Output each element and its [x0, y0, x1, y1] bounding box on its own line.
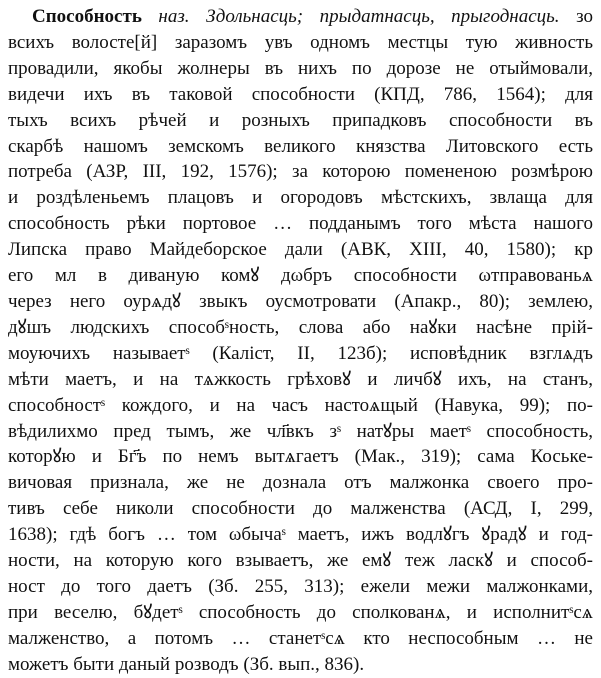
text-line: тивъ себе николи способности до малженства (АСД, I, 299,	[8, 498, 593, 520]
first-line-rest: зо	[576, 6, 594, 27]
text-line: его мл в диваную комꙋ дωбръ способности ωтправованьѧ	[8, 265, 593, 287]
entry-first-line	[8, 4, 593, 30]
text-line: через него оурѧдꙋ звыкъ оусмотровати (Апакр., 80); землею,	[8, 290, 593, 312]
text-line: видечи ихъ въ таковой способности (КПД, 786, 1564); для	[8, 83, 593, 105]
text-line: малженство, а потомъ … станетˢсѧ кто неспособным … не	[8, 627, 593, 649]
dictionary-entry	[8, 4, 593, 678]
text-line: потреба (АЗР, III, 192, 1576); за которою помененою розмѣрою	[8, 161, 593, 183]
gloss-label: наз.	[158, 6, 190, 27]
text-line: вичовая признала, же не дознала отъ малжонка своего про-	[8, 472, 593, 494]
text-line: мѣти маетъ, и на тѧжкость грѣховꙋ и личбꙋ ихъ, на станъ,	[8, 368, 593, 390]
text-line: способностˢ кождого, и на часъ настоѧщый (Навука, 99); по-	[8, 394, 593, 416]
text-line: дꙋшъ людскихъ способˢность, слова або наꙋки насѣне прій-	[8, 316, 593, 338]
entry-headword: Способность	[32, 6, 142, 27]
text-line: способность рѣки портовое … подданымъ того мѣста нашого	[8, 213, 593, 235]
text-line: при веселю, бꙋдетˢ способность до сполкованѧ, и исполнитˢсѧ	[8, 601, 593, 623]
text-line: можетъ быти даный розводъ (Зб. вып., 836).	[8, 653, 365, 675]
text-line: ности, на которую кого взываетъ, же емꙋ теж ласкꙋ и способ-	[8, 550, 593, 572]
text-line: вѣдилихмо пред тымъ, же чл҃вкъ зˢ натꙋры маетˢ способность,	[8, 420, 593, 442]
text-line: и роздѣленьемъ плацовъ и огородовъ мѣстскихъ, звлаща для	[8, 187, 593, 209]
text-line: всихъ волосте[й] заразомъ увъ одномъ местцы тую живность	[8, 31, 593, 53]
text-line: Липска право Майдеборское дали (АВК, XIII, 40, 1580); кр	[8, 239, 593, 261]
text-line: моуючихъ называетˢ (Каліст, II, 123б); исповѣдник взглѧдъ	[8, 342, 593, 364]
text-line: тыхъ всихъ рѣчей и розныхъ припадковъ способности въ	[8, 109, 593, 131]
text-line: ност до того даетъ (Зб. 255, 313); ежели межи малжонками,	[8, 575, 593, 597]
text-line: скарбѣ нашомъ земскомъ великого князства Литовского есть	[8, 135, 593, 157]
text-line: которꙋю и Бг҃ъ по немъ вытѧгаетъ (Мак., 319); сама Коське-	[8, 446, 593, 468]
entry-gloss: Здольнасць; прыдатнасць, прыгоднасць.	[206, 6, 560, 27]
text-line: провадили, якобы жолнеры въ нихъ по дорозе не отыймовали,	[8, 57, 593, 79]
text-line: 1638); гдѣ богъ … том ωбычаˢ маетъ, ижъ водлꙋгъ ꙋрадꙋ и год-	[8, 524, 593, 546]
